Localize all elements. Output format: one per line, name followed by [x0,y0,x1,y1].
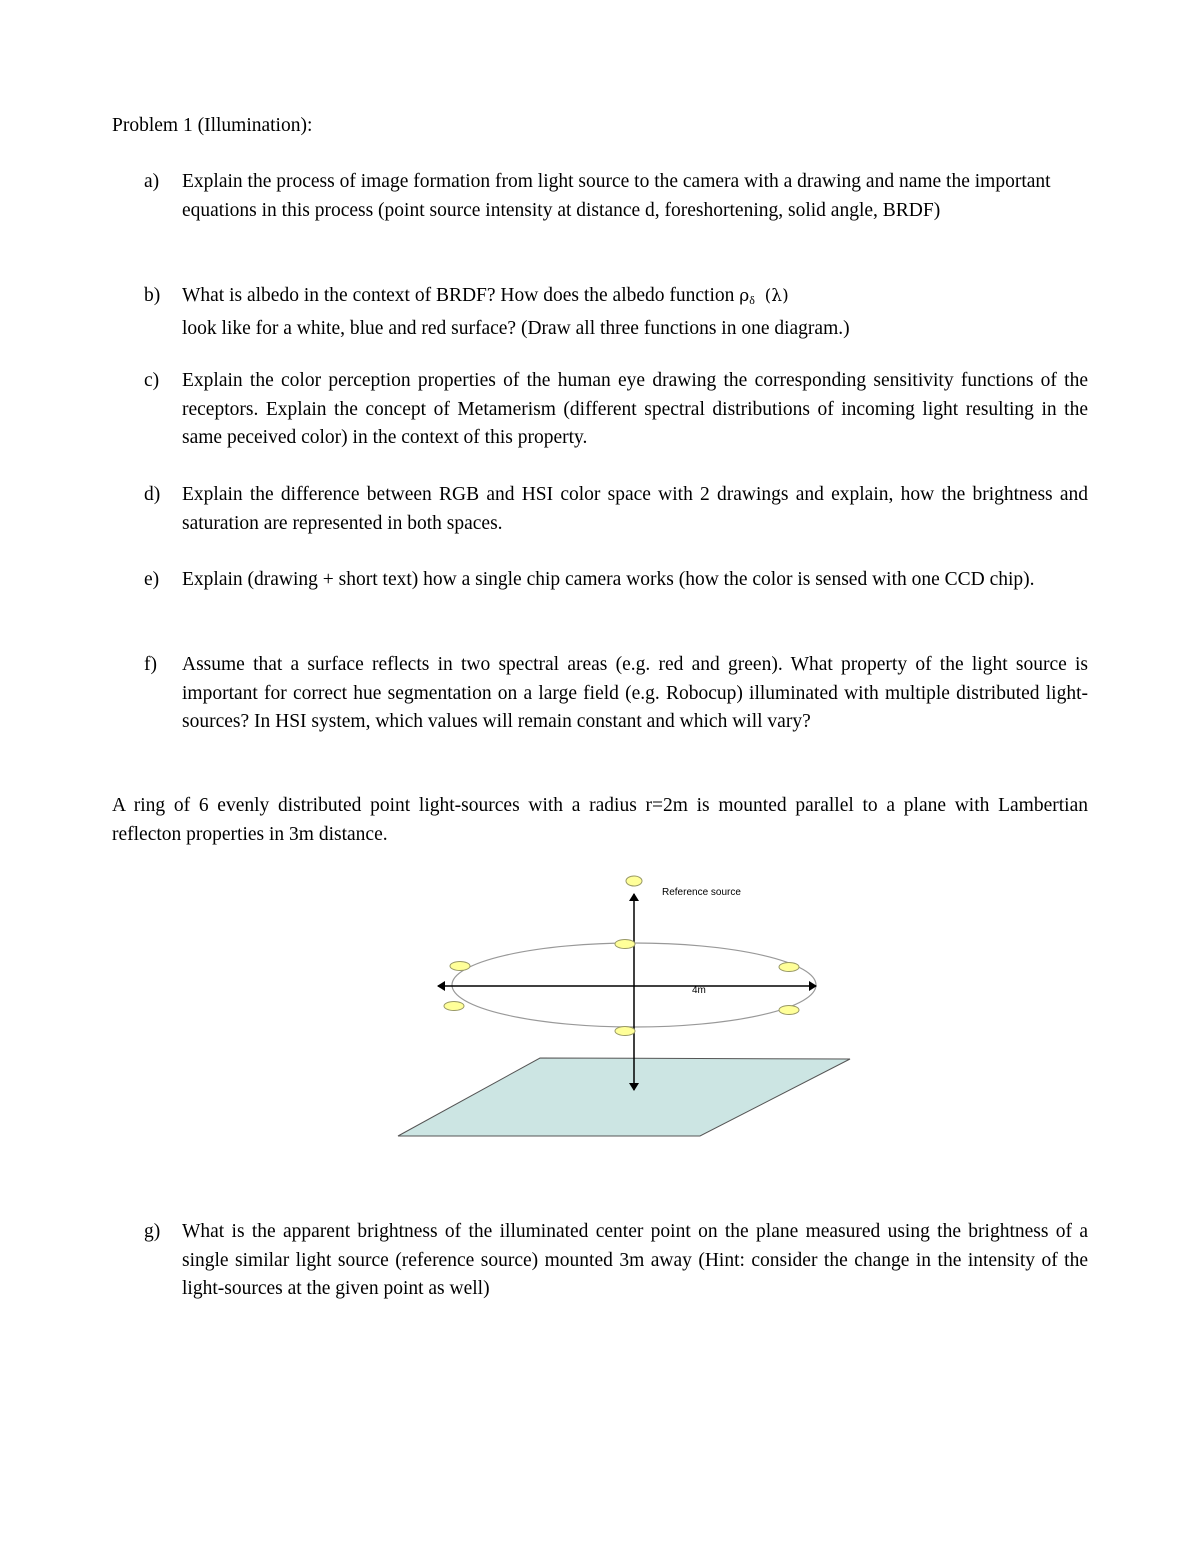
ring-light-source [615,940,635,949]
question-letter: c) [144,370,160,391]
ring-light-source [779,1006,799,1015]
question-d [144,481,1088,538]
question-letter: e) [144,569,160,590]
reference-light-source [626,876,642,886]
question-text: Explain the difference between RGB and HSI color space with 2 drawings and explain, how the brightness and saturation are represented in both spaces. [182,484,1088,534]
question-text: What is the apparent brightness of the illuminated center point on the plane measured using the brightness of a single similar light source (reference source) mounted 3m away (Hint: consider the change in the intensity of the light-sources at the given point as well) [182,1221,1088,1299]
question-text-part1: What is albedo in the context of BRDF? How does the albedo function [182,285,740,306]
question-text: Explain (drawing + short text) how a single chip camera works (how the color is sensed with one CCD chip). [182,569,1035,590]
question-text: Explain the color perception properties of the human eye drawing the corresponding sensitivity functions of the receptors. Explain the concept of Metamerism (different spectral distributions of incoming light resulting in the same peceived color) in the context of this property. [182,370,1088,448]
question-e [144,566,1088,595]
light-ring-diagram [380,868,860,1148]
ring-light-source [615,1027,635,1036]
ring-light-source [450,962,470,971]
question-f [144,651,1088,737]
question-text [182,282,1088,343]
diameter-label: 4m [692,985,706,996]
question-letter: b) [144,285,161,306]
question-c [144,367,1088,453]
question-text-part2: look like for a white, blue and red surface? (Draw all three functions in one diagram.) [182,317,850,339]
delta-subscript: δ [749,293,755,307]
lambda-symbol: (λ) [764,286,789,306]
reference-source-label: Reference source [662,887,741,898]
setup-paragraph: A ring of 6 evenly distributed point light-sources with a radius r=2m is mounted parallel to a plane with Lambertian reflecton properties in 3m distance. [112,795,1088,845]
problem-title: Problem 1 (Illumination): [112,115,313,136]
ring-light-source [444,1002,464,1011]
rho-symbol: ρ [739,286,750,306]
lambertian-plane [398,1058,850,1136]
question-letter: f) [144,654,157,675]
question-text: Explain the process of image formation from light source to the camera with a drawing and name the important equations in this process (point source intensity at distance d, foreshortening, solid angle, BRDF) [182,171,1051,221]
question-a [144,168,1088,225]
question-text: Assume that a surface reflects in two spectral areas (e.g. red and green). What property of the light source is important for correct hue segmentation on a large field (e.g. Robocup) illuminated with multiple distributed light-sources? In HSI system, which values will remain constant and which will vary? [182,654,1088,732]
question-b [144,282,1088,343]
question-letter: a) [144,171,160,192]
question-g [144,1218,1088,1304]
ring-light-source [779,963,799,972]
question-letter: g) [144,1221,161,1242]
question-letter: d) [144,484,161,505]
